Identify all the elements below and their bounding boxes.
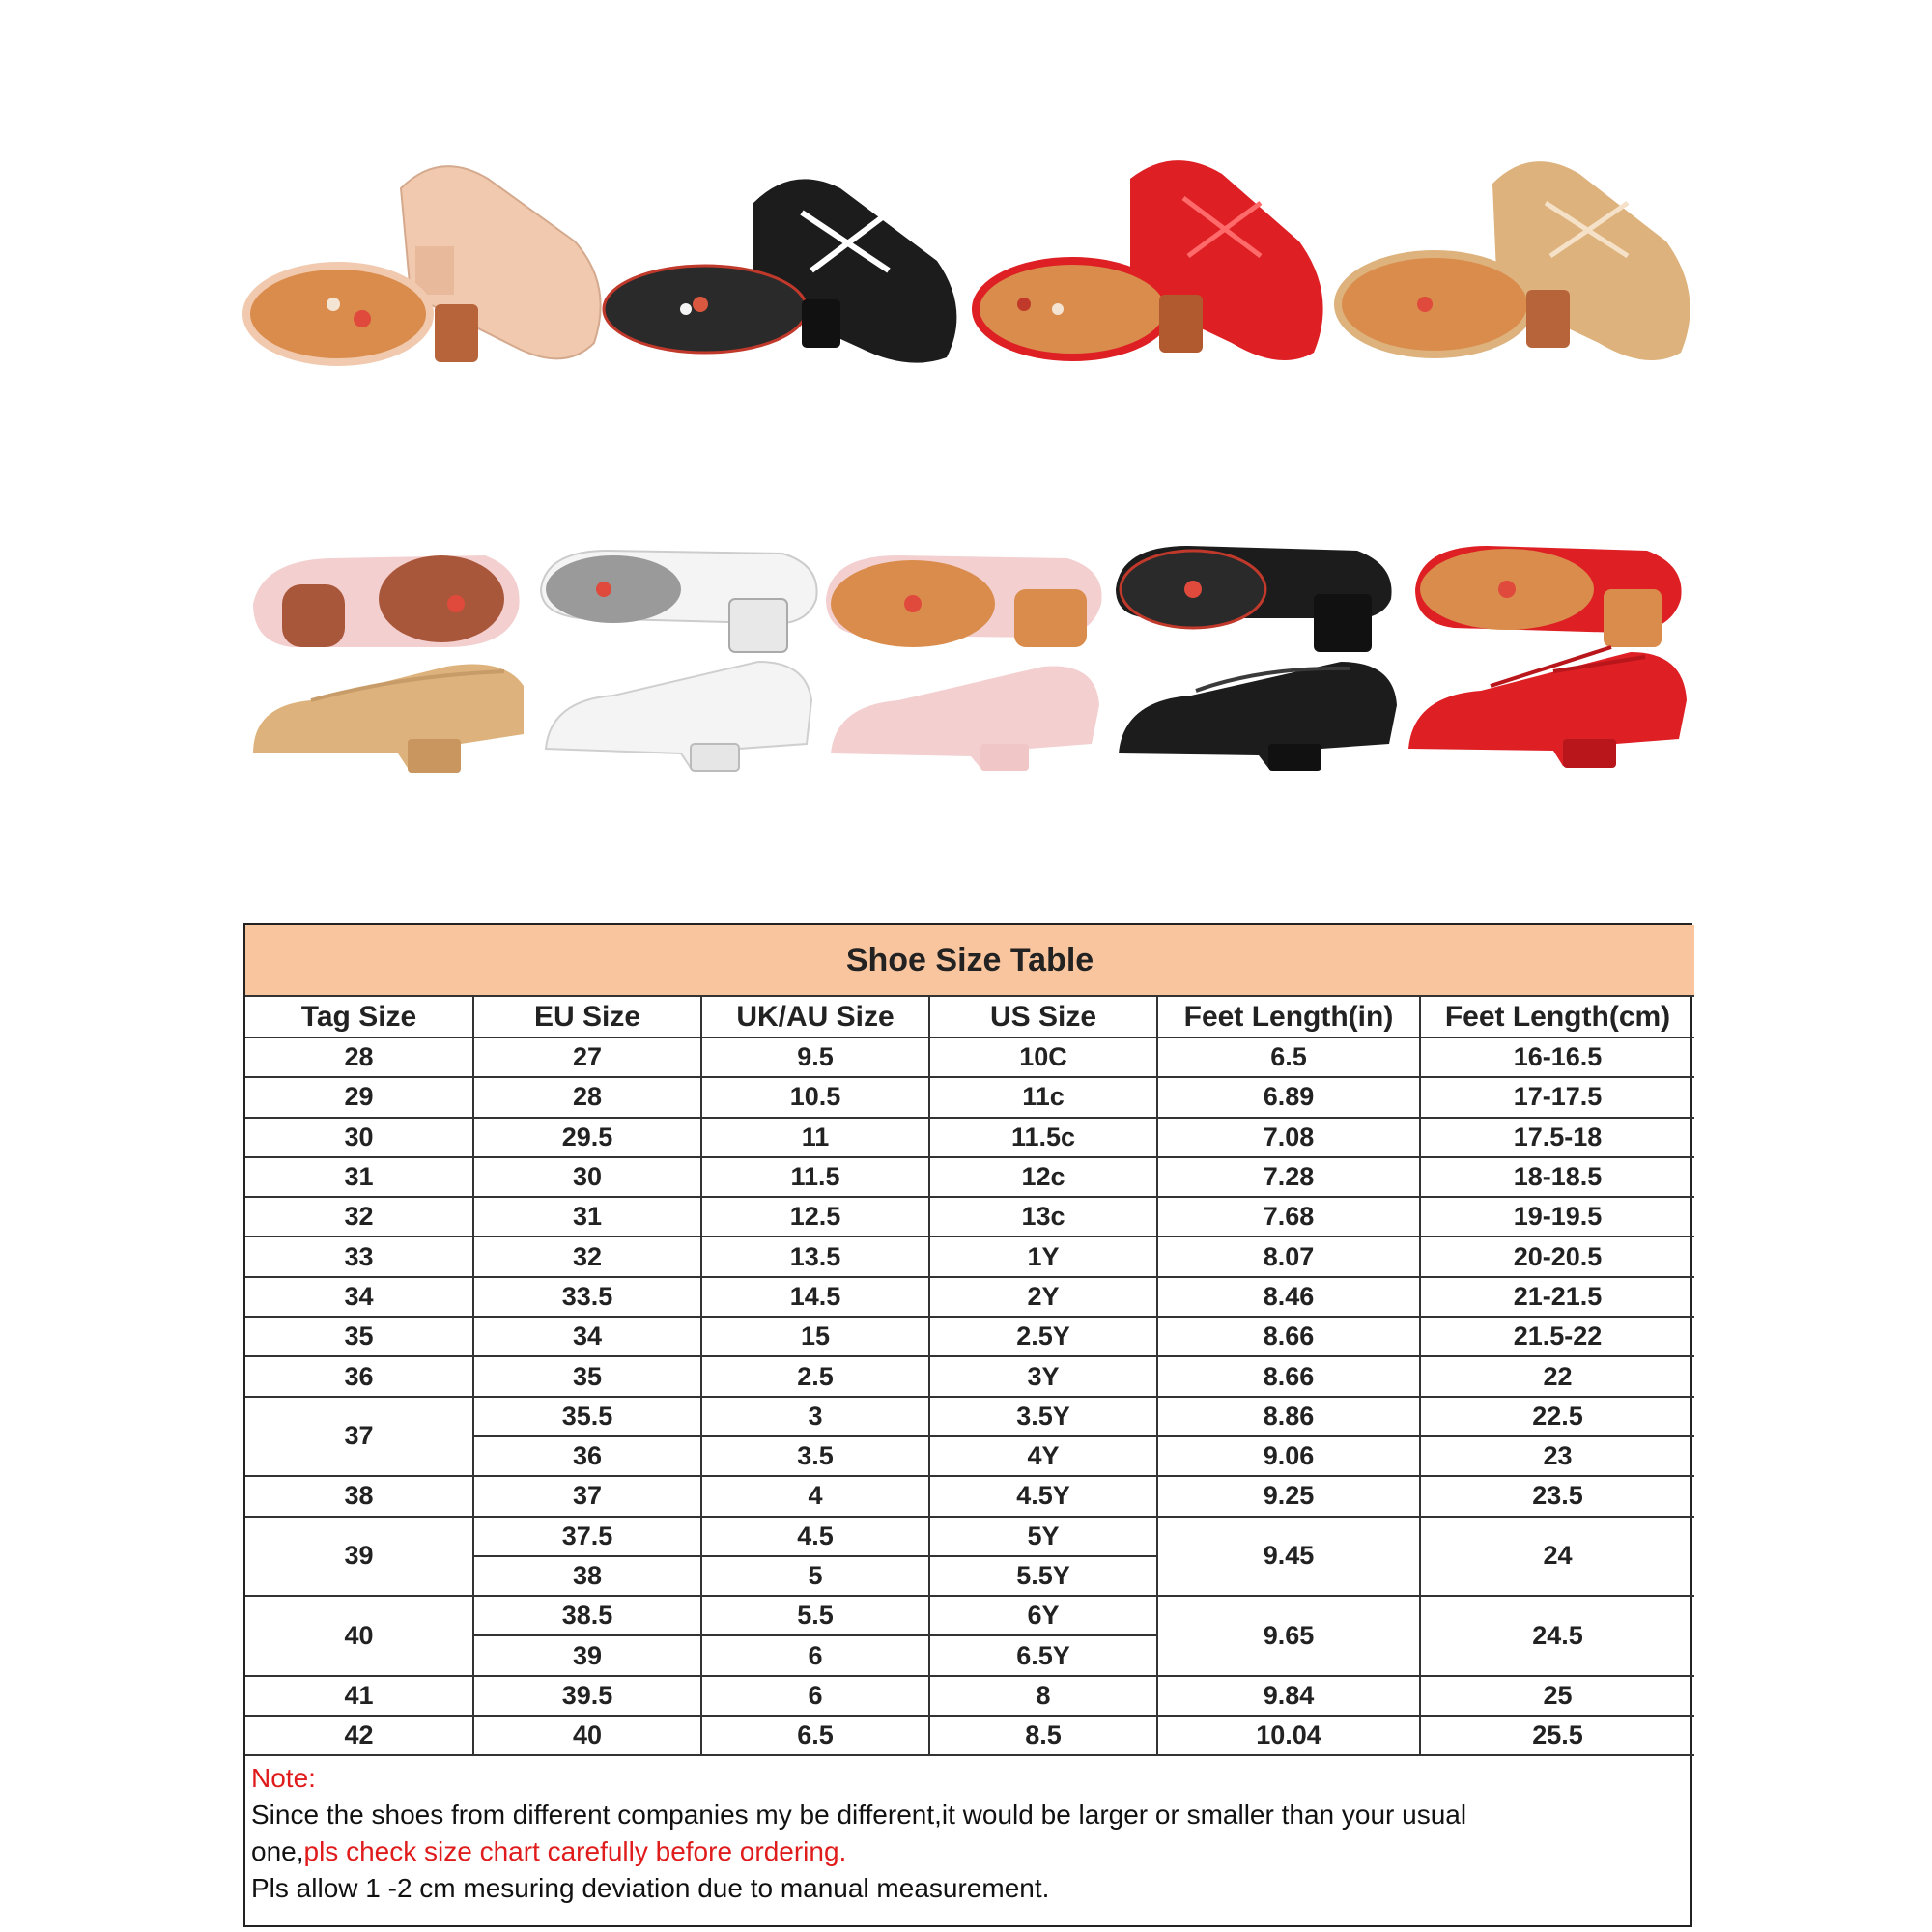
cell-us-size: 2Y <box>929 1277 1157 1317</box>
sole-image-pink <box>253 551 524 657</box>
product-images-soles-row <box>0 541 1932 657</box>
cell-feet-length-cm: 17-17.5 <box>1420 1077 1694 1117</box>
cell-us-size: 10C <box>929 1037 1157 1077</box>
cell-eu-size: 30 <box>473 1157 701 1197</box>
cell-uk-au-size: 14.5 <box>701 1277 929 1317</box>
cell-uk-au-size: 2.5 <box>701 1356 929 1396</box>
cell-tag-size: 36 <box>245 1356 473 1396</box>
cell-feet-length-in: 10.04 <box>1157 1716 1420 1755</box>
table-row <box>245 1596 1694 1635</box>
cell-uk-au-size: 10.5 <box>701 1077 929 1117</box>
cell-feet-length-cm: 20-20.5 <box>1420 1236 1694 1276</box>
note-line-1: Since the shoes from different companies my be different,it would be larger or smaller than your usual <box>251 1800 1467 1831</box>
cell-eu-size: 40 <box>473 1716 701 1755</box>
cell-feet-length-in: 7.68 <box>1157 1197 1420 1236</box>
cell-uk-au-size: 11 <box>701 1118 929 1157</box>
shoe-image-nude <box>246 150 613 382</box>
cell-feet-length-cm: 23 <box>1420 1436 1694 1476</box>
table-row <box>245 1197 1694 1236</box>
size-note <box>245 1756 1690 1911</box>
size-table <box>245 925 1694 1756</box>
table-header-row <box>245 996 1694 1037</box>
cell-tag-size: 40 <box>245 1596 473 1676</box>
cell-uk-au-size: 5.5 <box>701 1596 929 1635</box>
cell-us-size: 13c <box>929 1197 1157 1236</box>
side-image-pink <box>831 652 1101 773</box>
cell-feet-length-in: 9.25 <box>1157 1476 1420 1516</box>
cell-feet-length-cm: 24 <box>1420 1517 1694 1597</box>
cell-tag-size: 34 <box>245 1277 473 1317</box>
cell-tag-size: 28 <box>245 1037 473 1077</box>
cell-tag-size: 39 <box>245 1517 473 1597</box>
table-title: Shoe Size Table <box>245 925 1694 996</box>
cell-uk-au-size: 11.5 <box>701 1157 929 1197</box>
cell-eu-size: 39.5 <box>473 1676 701 1716</box>
side-image-black <box>1119 647 1399 773</box>
cell-tag-size: 41 <box>245 1676 473 1716</box>
sole-image-red <box>1415 541 1686 657</box>
cell-feet-length-cm: 25 <box>1420 1676 1694 1716</box>
cell-us-size: 12c <box>929 1157 1157 1197</box>
note-line-2 <box>251 1833 1685 1870</box>
cell-eu-size: 35 <box>473 1356 701 1396</box>
cell-tag-size: 37 <box>245 1397 473 1477</box>
cell-eu-size: 38.5 <box>473 1596 701 1635</box>
cell-feet-length-cm: 22.5 <box>1420 1397 1694 1436</box>
sole-image-pink-2 <box>826 551 1106 657</box>
size-table-container <box>243 923 1692 1927</box>
cell-us-size: 2.5Y <box>929 1317 1157 1356</box>
cell-uk-au-size: 9.5 <box>701 1037 929 1077</box>
cell-tag-size: 29 <box>245 1077 473 1117</box>
table-row <box>245 1118 1694 1157</box>
cell-eu-size: 27 <box>473 1037 701 1077</box>
cell-us-size: 4.5Y <box>929 1476 1157 1516</box>
cell-uk-au-size: 6 <box>701 1676 929 1716</box>
cell-us-size: 8.5 <box>929 1716 1157 1755</box>
cell-us-size: 8 <box>929 1676 1157 1716</box>
cell-eu-size: 39 <box>473 1635 701 1675</box>
cell-us-size: 11.5c <box>929 1118 1157 1157</box>
table-row <box>245 1077 1694 1117</box>
note-line-3: Pls allow 1 -2 cm mesuring deviation due to manual measurement. <box>251 1873 1050 1904</box>
cell-eu-size: 29.5 <box>473 1118 701 1157</box>
cell-us-size: 3Y <box>929 1356 1157 1396</box>
cell-tag-size: 35 <box>245 1317 473 1356</box>
cell-us-size: 11c <box>929 1077 1157 1117</box>
cell-us-size: 5.5Y <box>929 1556 1157 1596</box>
cell-eu-size: 34 <box>473 1317 701 1356</box>
note-label: Note: <box>251 1763 316 1794</box>
cell-eu-size: 38 <box>473 1556 701 1596</box>
shoe-image-tan <box>1338 150 1705 382</box>
cell-eu-size: 35.5 <box>473 1397 701 1436</box>
cell-uk-au-size: 13.5 <box>701 1236 929 1276</box>
cell-us-size: 5Y <box>929 1517 1157 1556</box>
cell-uk-au-size: 4.5 <box>701 1517 929 1556</box>
cell-uk-au-size: 3.5 <box>701 1436 929 1476</box>
cell-uk-au-size: 3 <box>701 1397 929 1436</box>
side-image-red <box>1408 642 1689 773</box>
header-feet-length-in: Feet Length(in) <box>1157 996 1420 1037</box>
cell-eu-size: 32 <box>473 1236 701 1276</box>
cell-us-size: 1Y <box>929 1236 1157 1276</box>
cell-feet-length-in: 8.46 <box>1157 1277 1420 1317</box>
cell-feet-length-in: 8.66 <box>1157 1317 1420 1356</box>
cell-eu-size: 36 <box>473 1436 701 1476</box>
table-row <box>245 1236 1694 1276</box>
product-images-sides-row <box>0 642 1932 778</box>
header-tag-size: Tag Size <box>245 996 473 1037</box>
sole-image-white <box>541 546 821 652</box>
cell-uk-au-size: 12.5 <box>701 1197 929 1236</box>
cell-feet-length-cm: 23.5 <box>1420 1476 1694 1516</box>
cell-eu-size: 37.5 <box>473 1517 701 1556</box>
cell-uk-au-size: 4 <box>701 1476 929 1516</box>
note-line-2-warning: pls check size chart carefully before ordering. <box>303 1836 847 1867</box>
header-us-size: US Size <box>929 996 1157 1037</box>
table-row <box>245 1716 1694 1755</box>
shoe-image-black <box>609 164 976 377</box>
table-row <box>245 1356 1694 1396</box>
sole-image-black <box>1116 541 1396 657</box>
cell-feet-length-in: 7.08 <box>1157 1118 1420 1157</box>
cell-feet-length-cm: 17.5-18 <box>1420 1118 1694 1157</box>
cell-us-size: 6.5Y <box>929 1635 1157 1675</box>
cell-eu-size: 37 <box>473 1476 701 1516</box>
table-row <box>245 1317 1694 1356</box>
cell-feet-length-cm: 21.5-22 <box>1420 1317 1694 1356</box>
cell-feet-length-cm: 19-19.5 <box>1420 1197 1694 1236</box>
table-row <box>245 1157 1694 1197</box>
header-feet-length-cm: Feet Length(cm) <box>1420 996 1694 1037</box>
cell-feet-length-cm: 16-16.5 <box>1420 1037 1694 1077</box>
cell-uk-au-size: 15 <box>701 1317 929 1356</box>
cell-feet-length-in: 9.45 <box>1157 1517 1420 1597</box>
note-line-2-prefix: one, <box>251 1836 304 1867</box>
shoe-image-red <box>971 150 1338 382</box>
cell-feet-length-in: 6.89 <box>1157 1077 1420 1117</box>
cell-uk-au-size: 6 <box>701 1635 929 1675</box>
cell-feet-length-cm: 18-18.5 <box>1420 1157 1694 1197</box>
cell-feet-length-in: 6.5 <box>1157 1037 1420 1077</box>
cell-tag-size: 32 <box>245 1197 473 1236</box>
table-row <box>245 1277 1694 1317</box>
cell-feet-length-cm: 21-21.5 <box>1420 1277 1694 1317</box>
cell-feet-length-cm: 22 <box>1420 1356 1694 1396</box>
table-row <box>245 1397 1694 1436</box>
cell-eu-size: 31 <box>473 1197 701 1236</box>
cell-feet-length-cm: 25.5 <box>1420 1716 1694 1755</box>
cell-tag-size: 31 <box>245 1157 473 1197</box>
side-image-white <box>546 652 816 773</box>
cell-tag-size: 30 <box>245 1118 473 1157</box>
cell-feet-length-in: 8.86 <box>1157 1397 1420 1436</box>
table-row <box>245 1037 1694 1077</box>
cell-feet-length-in: 8.07 <box>1157 1236 1420 1276</box>
product-images-top-row <box>0 145 1932 396</box>
cell-uk-au-size: 5 <box>701 1556 929 1596</box>
cell-feet-length-in: 8.66 <box>1157 1356 1420 1396</box>
cell-uk-au-size: 6.5 <box>701 1716 929 1755</box>
cell-tag-size: 38 <box>245 1476 473 1516</box>
cell-eu-size: 28 <box>473 1077 701 1117</box>
side-image-tan <box>253 647 533 773</box>
table-row <box>245 1517 1694 1556</box>
cell-tag-size: 42 <box>245 1716 473 1755</box>
cell-tag-size: 33 <box>245 1236 473 1276</box>
cell-us-size: 3.5Y <box>929 1397 1157 1436</box>
cell-eu-size: 33.5 <box>473 1277 701 1317</box>
table-row <box>245 1676 1694 1716</box>
table-row <box>245 1476 1694 1516</box>
cell-feet-length-in: 9.84 <box>1157 1676 1420 1716</box>
header-eu-size: EU Size <box>473 996 701 1037</box>
cell-feet-length-cm: 24.5 <box>1420 1596 1694 1676</box>
cell-feet-length-in: 9.06 <box>1157 1436 1420 1476</box>
header-uk-au-size: UK/AU Size <box>701 996 929 1037</box>
cell-us-size: 4Y <box>929 1436 1157 1476</box>
cell-feet-length-in: 7.28 <box>1157 1157 1420 1197</box>
cell-feet-length-in: 9.65 <box>1157 1596 1420 1676</box>
cell-us-size: 6Y <box>929 1596 1157 1635</box>
